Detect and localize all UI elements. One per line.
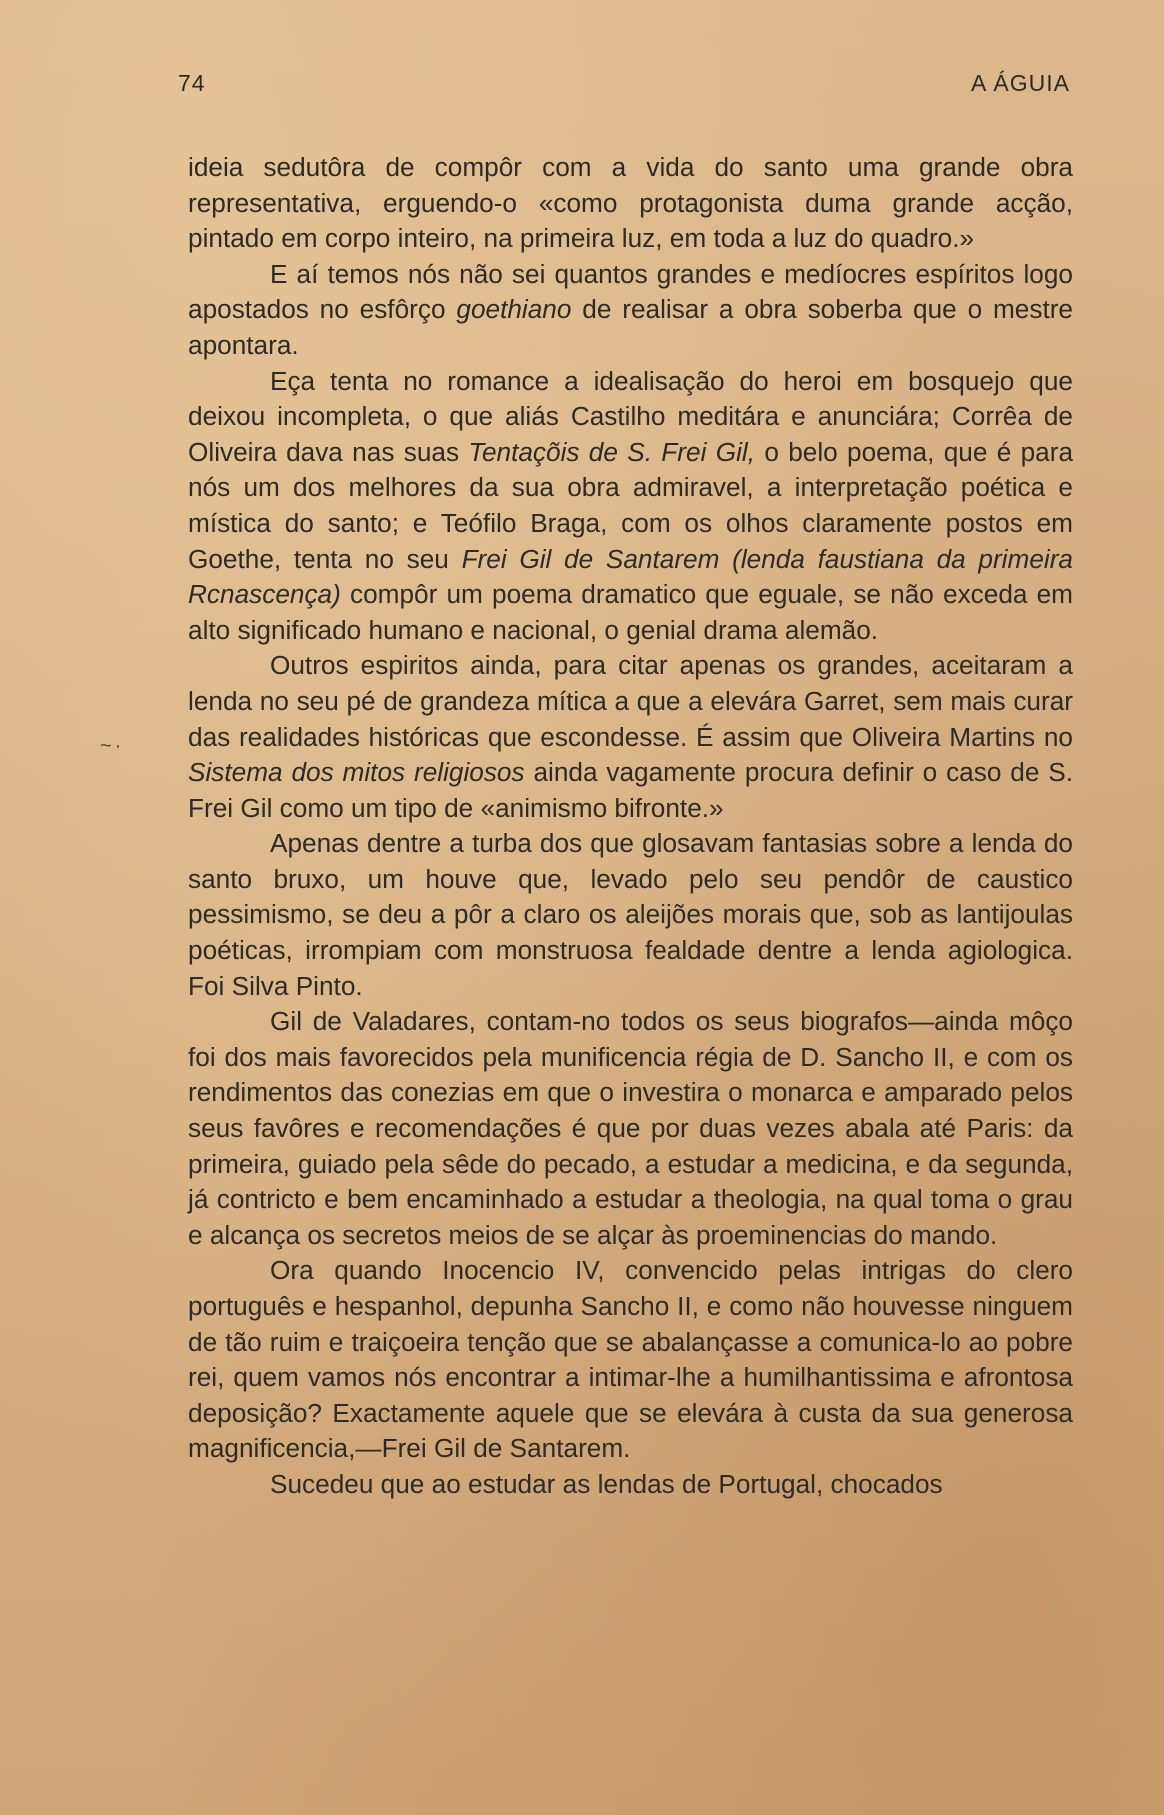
paragraph	[188, 257, 1073, 364]
text-run: Outros espiritos ainda, para citar apenas os grandes, aceitaram a lenda no seu pé de grandeza mítica a que a elevára Garret, sem mais curar das realidades históricas que escondesse. É assim que Oliveira Martins no	[188, 650, 1073, 752]
italic-title-run: Frei Gil de Santarem (lenda faustiana da primeira Rcnascença)	[188, 543, 1073, 610]
text-run: o belo poema, que é para nós um dos melhores da sua obra admiravel, a interpretação poética e mística do santo; e Teófilo Braga, com os olhos claramente postos em Goethe, tenta no seu	[188, 436, 1074, 574]
text-run: compôr um poema dramatico que eguale, se não exceda em alto significado humano e nacional, o genial drama alemão.	[188, 579, 1073, 645]
italic-title-run: Tentaçõis de S. Frei Gil,	[468, 436, 756, 467]
italic-title-run: Sistema dos mitos religiosos	[188, 757, 525, 788]
paragraph	[188, 648, 1073, 826]
text-run: Apenas dentre a turba dos que glosavam fantasias sobre a lenda do santo bruxo, um houve que, levado pelo seu pendôr de caustico pessimismo, se deu a pôr a claro os aleijões morais que, sob as lantijoulas poéticas, irrompiam com monstruosa fealdade dentre a lenda agiologica. Foi Silva Pinto.	[188, 828, 1073, 1001]
page-header	[178, 70, 1070, 110]
text-run: ainda vagamente procura definir o caso de S. Frei Gil como um tipo de «animismo bifronte.»	[188, 757, 1073, 823]
paragraph	[188, 1253, 1073, 1467]
margin-mark: ~·	[100, 735, 125, 757]
running-title: A ÁGUIA	[970, 70, 1070, 96]
text-run: ideia sedutôra de compôr com a vida do santo uma grande obra representativa, erguendo-o «como protagonista duma grande acção, pintado em corpo inteiro, na primeira luz, em toda a luz do quadro.»	[188, 152, 1073, 254]
text-run: E aí temos nós não sei quantos grandes e medíocres espíritos logo apostados no esfôrço	[188, 258, 1073, 325]
body-text	[188, 150, 1073, 1503]
paragraph	[188, 364, 1073, 649]
paragraph	[188, 150, 1073, 257]
italic-title-run: goethiano	[456, 294, 572, 325]
paragraph	[188, 1467, 1073, 1503]
text-run: Ora quando Inocencio IV, convencido pelas intrigas do clero português e hespanhol, depunha Sancho II, e como não houvesse ninguem de tão ruim e traiçoeira tenção que se abalançasse a comunica-lo ao pobre rei, quem vamos nós encontrar a intimar-lhe a humilhantissima e afrontosa deposição? Exactamente aquele que se elevára à custa da sua generosa magnificencia,—Frei Gil de Santarem.	[188, 1255, 1073, 1464]
text-run: Eça tenta no romance a idealisação do heroi em bosquejo que deixou incompleta, o que aliás Castilho meditára e anunciára; Corrêa de Oliveira dava nas suas	[188, 365, 1073, 467]
page-number: 74	[178, 70, 206, 96]
text-run: de realisar a obra soberba que o mestre apontara.	[188, 294, 1074, 360]
text-run: Sucedeu que ao estudar as lendas de Portugal, chocados	[270, 1468, 943, 1499]
paragraph	[188, 826, 1073, 1004]
text-run: Gil de Valadares, contam-no todos os seus biografos—ainda môço foi dos mais favorecidos pela munificencia régia de D. Sancho II, e com os rendimentos das conezias em que o investira o monarca e amparado pelos seus favôres e recomendações é que por duas vezes abala até Paris: da primeira, guiado pela sêde do pecado, a estudar a medicina, e da segunda, já contricto e bem encaminhado a estudar a theologia, na qual toma o grau e alcança os secretos meios de se alçar às proeminencias do mando.	[188, 1006, 1073, 1250]
paragraph	[188, 1004, 1073, 1253]
